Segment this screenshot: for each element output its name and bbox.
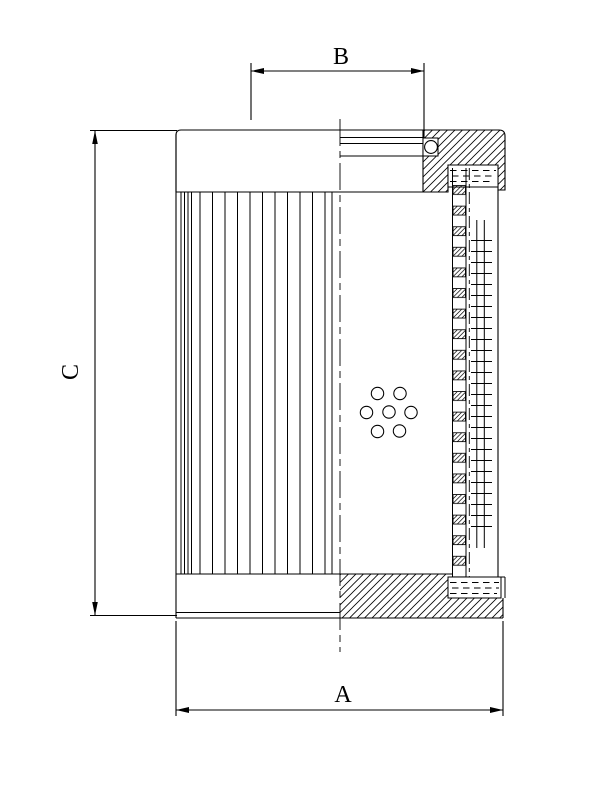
dim-a-label: A xyxy=(334,682,352,708)
dim-c-arrow-bottom xyxy=(92,602,98,616)
dim-b-label: B xyxy=(332,44,350,70)
bottom-cap-hatch-lower xyxy=(340,598,503,618)
bottom-end-cap xyxy=(176,574,505,618)
bottom-potting-block xyxy=(448,577,501,598)
dimension-c xyxy=(58,131,177,616)
hole-pattern xyxy=(360,387,417,437)
dim-a-arrow-right xyxy=(490,707,503,713)
dim-b-arrow-right xyxy=(411,68,424,74)
bottom-cap-hatch-upper xyxy=(340,574,448,598)
dim-b-arrow-left xyxy=(251,68,264,74)
dim-c-label: C xyxy=(58,363,84,381)
dim-c-arrow-top xyxy=(92,131,98,145)
outer-mesh xyxy=(471,190,498,577)
dimension-b xyxy=(251,44,424,140)
dim-a-arrow-left xyxy=(176,707,189,713)
dimension-a xyxy=(176,621,503,716)
perforated-core-column xyxy=(453,185,467,587)
oring-seal xyxy=(425,141,438,154)
mesh-rungs xyxy=(471,236,492,533)
pleated-media xyxy=(181,192,332,574)
